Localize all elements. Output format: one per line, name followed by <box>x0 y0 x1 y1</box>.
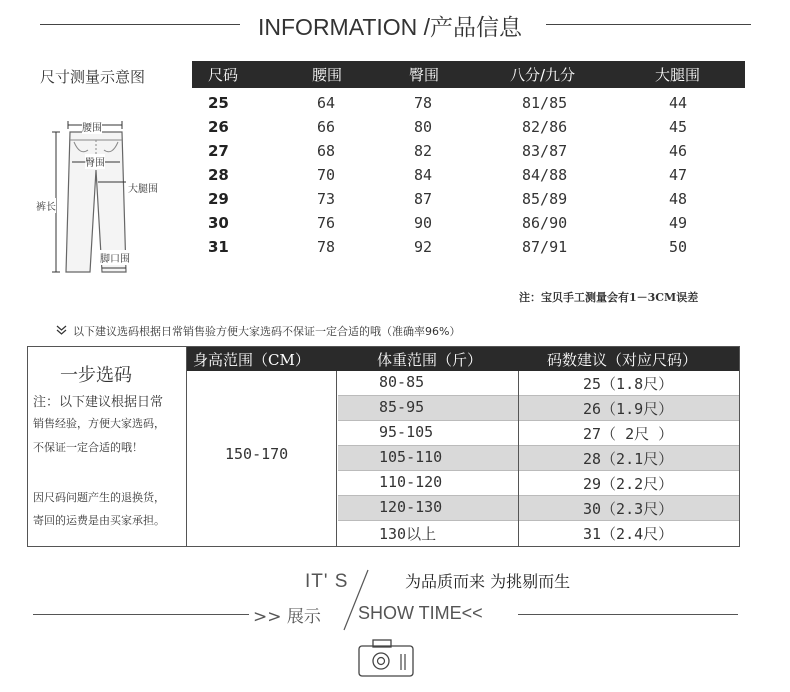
column-divider <box>518 371 519 396</box>
size-table-header <box>192 61 745 88</box>
show-line-right <box>518 614 738 615</box>
size-cell: 82/86 <box>522 118 568 136</box>
size-cell: 85/89 <box>522 190 568 208</box>
size-cell: 48 <box>669 190 688 208</box>
height-range: 150-170 <box>225 445 289 463</box>
column-divider <box>518 521 519 546</box>
size-suggest-cell: 28（2.1尺） <box>583 450 674 468</box>
weight-cell: 80-85 <box>379 373 425 391</box>
size-cell: 76 <box>317 214 336 232</box>
label-hem: 脚口围 <box>100 250 130 265</box>
size-cell: 73 <box>317 190 336 208</box>
size-suggest-cell: 30（2.3尺） <box>583 500 674 518</box>
size-suggest-cell: 26（1.9尺） <box>583 400 674 418</box>
size-table-row <box>192 140 745 164</box>
recommend-table <box>27 346 740 547</box>
size-cell: 29 <box>208 190 229 208</box>
recommend-title: 一步选码 <box>60 365 132 386</box>
header-line-right <box>546 24 751 25</box>
size-cell: 27 <box>208 142 229 160</box>
double-chevron-down-icon <box>56 325 67 338</box>
show-right-text: SHOW TIME<< <box>358 603 483 623</box>
recommend-note-1: 注：以下建议根据日常 <box>33 395 164 410</box>
size-cell: 30 <box>208 214 229 232</box>
size-cell: 78 <box>317 238 336 256</box>
size-cell: 80 <box>414 118 433 136</box>
size-table-row <box>192 212 745 236</box>
header-suggest: 码数建议（对应尺码） <box>547 351 698 369</box>
recommend-row <box>338 446 739 471</box>
size-cell: 66 <box>317 118 336 136</box>
column-divider <box>518 496 519 521</box>
size-table-row <box>192 236 745 260</box>
label-hip: 臀围 <box>85 154 105 169</box>
recommend-row <box>338 521 739 546</box>
page-title: INFORMATION /产品信息 <box>258 14 523 40</box>
size-cell: 90 <box>414 214 433 232</box>
recommend-row <box>338 396 739 421</box>
size-suggest-cell: 27（ 2尺 ） <box>583 425 674 443</box>
size-suggest-cell: 25（1.8尺） <box>583 375 674 393</box>
size-cell: 82 <box>414 142 433 160</box>
diagram-label: 尺寸测量示意图 <box>40 68 146 86</box>
recommend-row <box>338 371 739 396</box>
size-cell: 50 <box>669 238 688 256</box>
size-table-row <box>192 116 745 140</box>
weight-cell: 105-110 <box>379 448 443 466</box>
size-cell: 87 <box>414 190 433 208</box>
weight-cell: 95-105 <box>379 423 434 441</box>
size-cell: 68 <box>317 142 336 160</box>
recommend-note-5: 因尺码问题产生的退换货， <box>33 491 165 504</box>
size-table-row <box>192 164 745 188</box>
slogan-text: 为品质而来 为挑剔而生 <box>405 572 571 591</box>
header-waist: 腰围 <box>312 66 343 84</box>
size-cell: 28 <box>208 166 229 184</box>
header-hip: 臀围 <box>409 66 440 84</box>
size-cell: 84/88 <box>522 166 568 184</box>
pants-diagram <box>30 110 190 280</box>
header-thigh: 大腿围 <box>655 66 701 84</box>
size-cell: 25 <box>208 94 229 112</box>
column-divider <box>518 396 519 421</box>
label-thigh: 大腿围 <box>128 184 158 195</box>
column-divider <box>518 421 519 446</box>
size-cell: 47 <box>669 166 688 184</box>
column-divider <box>518 446 519 471</box>
size-cell: 44 <box>669 94 688 112</box>
size-cell: 92 <box>414 238 433 256</box>
recommend-note-3: 不保证一定合适的哦！ <box>33 441 143 454</box>
show-left-text: >> 展示 <box>253 607 321 627</box>
weight-cell: 85-95 <box>379 398 425 416</box>
weight-cell: 110-120 <box>379 473 443 491</box>
size-cell: 70 <box>317 166 336 184</box>
recommend-row <box>338 421 739 446</box>
recommend-table-header <box>187 347 739 371</box>
size-cell: 45 <box>669 118 688 136</box>
height-range-cell <box>187 371 337 546</box>
header-height: 身高范围（CM） <box>193 351 310 369</box>
size-table-row <box>192 188 745 212</box>
measure-note: 注：宝贝手工测量会有1－3CM误差 <box>519 291 699 304</box>
size-cell: 83/87 <box>522 142 568 160</box>
size-cell: 84 <box>414 166 433 184</box>
size-cell: 81/85 <box>522 94 568 112</box>
header-size: 尺码 <box>208 66 239 84</box>
column-divider <box>518 471 519 496</box>
weight-cell: 130以上 <box>379 525 437 543</box>
size-suggest-cell: 31（2.4尺） <box>583 525 674 543</box>
camera-icon <box>357 638 415 678</box>
size-table-row <box>192 92 745 116</box>
header-length: 八分/九分 <box>510 66 576 84</box>
size-cell: 78 <box>414 94 433 112</box>
show-line-left <box>33 614 249 615</box>
weight-cell: 120-130 <box>379 498 443 516</box>
recommend-note-2: 销售经验，方便大家选码， <box>33 417 165 430</box>
size-cell: 87/91 <box>522 238 568 256</box>
size-cell: 49 <box>669 214 688 232</box>
advice-line <box>56 323 460 339</box>
header-line-left <box>40 24 240 25</box>
size-cell: 86/90 <box>522 214 568 232</box>
header-weight: 体重范围（斤） <box>377 351 483 369</box>
its-text: IT' S <box>305 571 349 592</box>
recommend-row <box>338 471 739 496</box>
recommend-note-6: 寄回的运费是由买家承担。 <box>33 514 165 527</box>
recommend-intro <box>28 347 187 546</box>
size-cell: 64 <box>317 94 336 112</box>
label-waist: 腰围 <box>82 119 102 134</box>
size-cell: 31 <box>208 238 229 256</box>
advice-text: 以下建议选码根据日常销售验方便大家选码不保证一定合适的哦（准确率96%） <box>73 325 461 338</box>
size-cell: 46 <box>669 142 688 160</box>
recommend-row <box>338 496 739 521</box>
label-length: 裤长 <box>36 198 56 213</box>
size-cell: 26 <box>208 118 229 136</box>
size-suggest-cell: 29（2.2尺） <box>583 475 674 493</box>
